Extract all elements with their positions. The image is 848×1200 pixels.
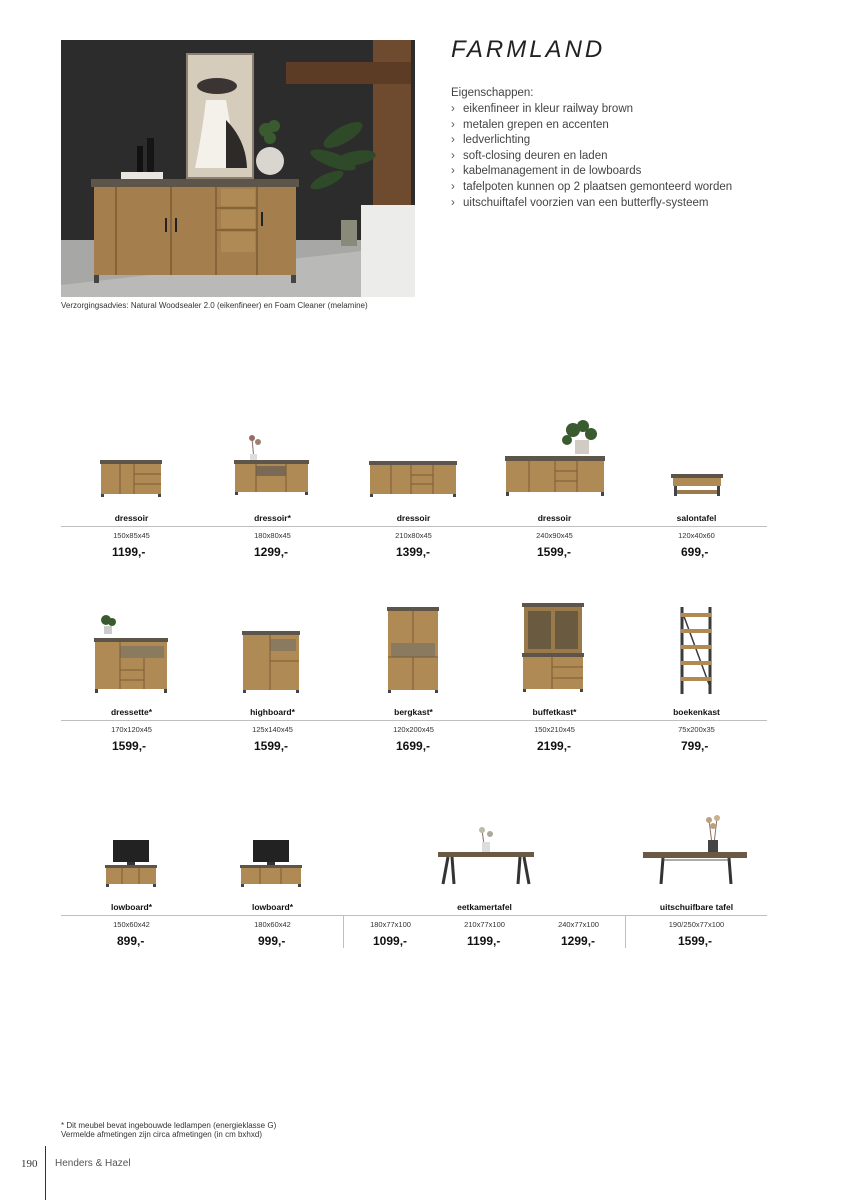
product-dimensions: 150x60x42 [113,920,150,929]
product-name: buffetkast* [532,707,577,717]
hero-photo [61,40,415,297]
product-price: 1599,- [537,545,572,559]
product-dimensions: 150x210x45 [534,725,575,734]
dressoir-240-image [505,416,605,498]
care-advice: Verzorgingsadvies: Natural Woodsealer 2.0 (eikenfineer) en Foam Cleaner (melamine) [61,301,368,310]
variant-price: 1299,- [561,934,596,948]
property-item: › tafelpoten kunnen op 2 plaatsen gemonteerd worden [451,180,732,196]
product-price: 1199,- [112,545,146,559]
lowboard-150-image [105,840,157,888]
boekenkast-image [679,607,713,694]
brand-name: Henders & Hazel [55,1158,131,1169]
property-item: › ledverlichting [451,133,732,149]
product-dimensions: 150x85x45 [113,531,150,540]
row-divider [61,526,767,527]
product-price: 1599,- [112,739,147,753]
property-item: › uitschuiftafel voorzien van een butterfly-systeem [451,196,732,212]
product-name: eetkamertafel [457,902,512,912]
product-name: dressoir [537,513,572,523]
product-name: dressette* [110,707,153,717]
chevron-right-icon: › [451,134,455,147]
chevron-right-icon: › [451,180,455,193]
property-item: › eikenfineer in kleur railway brown [451,102,732,118]
lowboard-180-image [240,840,302,888]
product-name: salontafel [676,513,717,523]
product-name: dressoir [114,513,149,523]
product-price: 999,- [258,934,286,948]
product-dimensions: 75x200x35 [678,725,715,734]
chevron-right-icon: › [451,196,455,209]
eetkamertafel-image [438,826,534,886]
product-price: 1399,- [396,545,431,559]
product-dimensions: 190/250x77x100 [668,920,725,929]
chevron-right-icon: › [451,118,455,131]
product-name: lowboard* [110,902,153,912]
dressette-image [94,614,168,694]
variant-price: 1099,- [373,934,408,948]
footnote-led: * Dit meubel bevat ingebouwde ledlampen (energieklasse G) [61,1121,277,1130]
buffetkast-image [522,603,584,694]
collection-title: FARMLAND [451,36,606,63]
product-price: 2199,- [537,739,572,753]
product-name: dressoir* [254,513,291,523]
properties-heading: Eigenschappen: [451,87,534,99]
property-item: › kabelmanagement in de lowboards [451,164,732,180]
page-divider [45,1146,46,1200]
product-dimensions: 170x120x45 [111,725,152,734]
product-dimensions: 210x80x45 [395,531,432,540]
chevron-right-icon: › [451,103,455,115]
product-dimensions: 120x200x45 [393,725,434,734]
row-divider [61,720,767,721]
variant-dimensions: 210x77x100 [464,920,505,929]
product-name: boekenkast [673,707,720,717]
property-item: › soft-closing deuren en laden [451,149,732,165]
product-price: 1599,- [678,934,713,948]
product-name: lowboard* [251,902,294,912]
product-dimensions: 180x60x42 [254,920,291,929]
dressoir-210-image [369,460,457,498]
product-name: dressoir [396,513,431,523]
variant-dimensions: 180x77x100 [370,920,411,929]
page-number: 190 [21,1158,38,1170]
footnote-dimensions: Vermelde afmetingen zijn circa afmetingen (in cm bxhxd) [61,1130,262,1139]
variant-dimensions: 240x77x100 [558,920,599,929]
product-name: uitschuifbare tafel [659,902,734,912]
highboard-image [242,631,300,694]
uitschuifbare-tafel-image [643,814,747,886]
chevron-right-icon: › [451,165,455,178]
hero-room-illustration [61,40,415,297]
dressoir-180-image [234,432,309,498]
product-name: highboard* [250,707,295,717]
chevron-right-icon: › [451,149,455,162]
product-dimensions: 240x90x45 [536,531,573,540]
product-price: 899,- [117,934,145,948]
product-dimensions: 125x140x45 [252,725,293,734]
variant-price: 1199,- [467,934,501,948]
property-item: › metalen grepen en accenten [451,118,732,134]
product-name: bergkast* [394,707,433,717]
footnote [61,1121,276,1139]
dressoir-150-image [100,458,162,498]
product-price: 699,- [681,545,709,559]
product-price: 799,- [681,739,709,753]
properties-list [451,102,732,211]
bergkast-image [387,607,439,694]
product-dimensions: 180x80x45 [254,531,291,540]
product-price: 1599,- [254,739,289,753]
product-dimensions: 120x40x60 [678,531,715,540]
product-price: 1299,- [254,545,289,559]
salontafel-image [671,472,723,498]
product-price: 1699,- [396,739,431,753]
row-divider [61,915,767,916]
